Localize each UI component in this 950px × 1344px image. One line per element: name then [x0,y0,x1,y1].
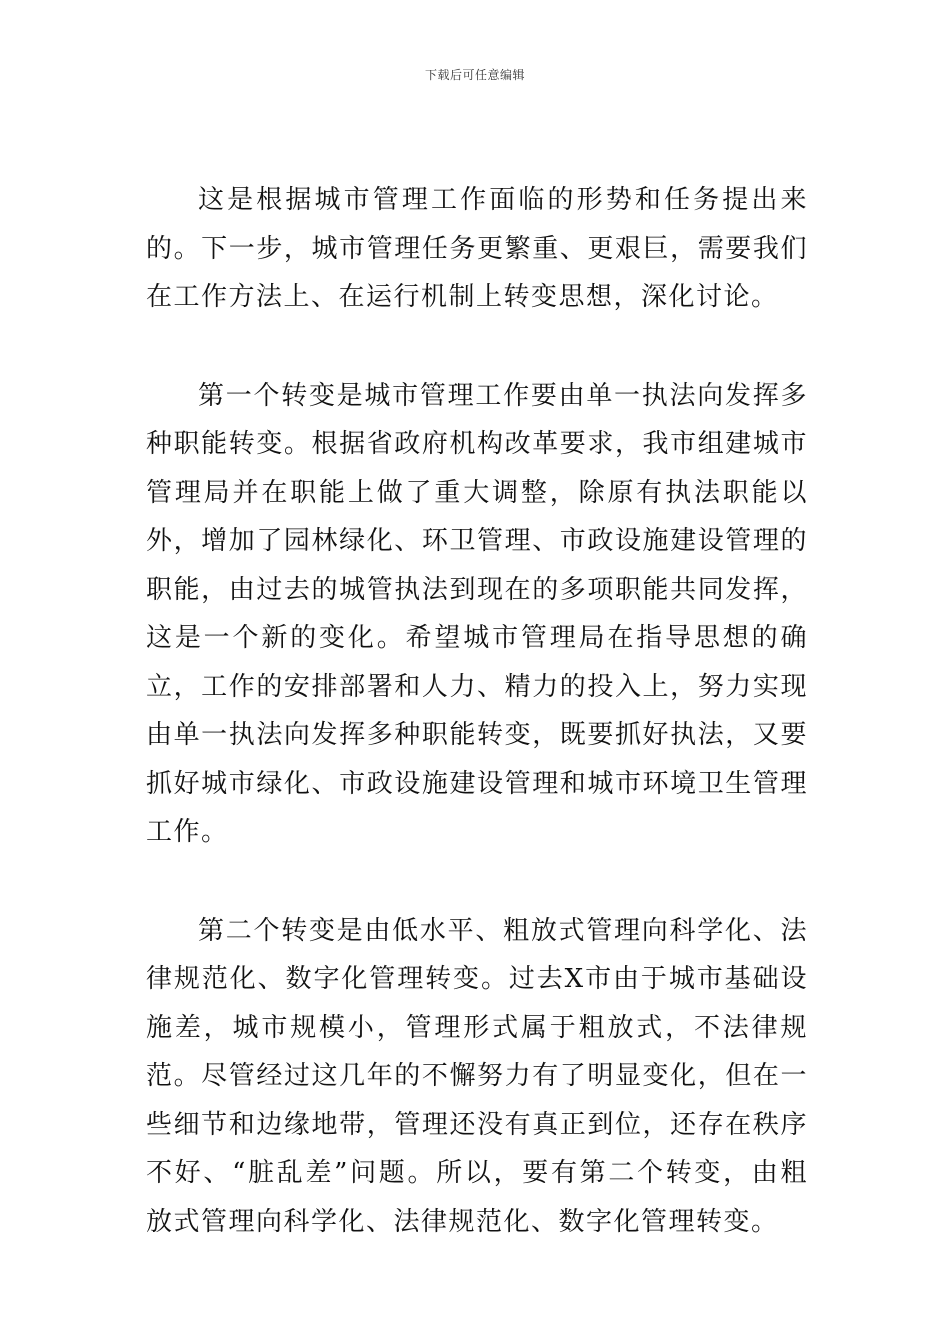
paragraph-1: 这是根据城市管理工作面临的形势和任务提出来的。下一步，城市管理任务更繁重、更艰巨，需要我们在工作方法上、在运行机制上转变思想，深化讨论。 [146,185,808,312]
document-body [146,176,808,1246]
paragraph-2: 第一个转变是城市管理工作要由单一执法向发挥多种职能转变。根据省政府机构改革要求，我市组建城市管理局并在职能上做了重大调整，除原有执法职能以外，增加了园林绿化、环卫管理、市政设施建设管理的职能，由过去的城管执法到现在的多项职能共同发挥，这是一个新的变化。希望城市管理局在指导思想的确立，工作的安排部署和人力、精力的投入上，努力实现由单一执法向发挥多种职能转变，既要抓好执法，又要抓好城市绿化、市政设施建设管理和城市环境卫生管理工作。 [146,380,808,847]
paragraph-3: 第二个转变是由低水平、粗放式管理向科学化、法律规范化、数字化管理转变。过去X市由于城市基础设施差，城市规模小，管理形式属于粗放式，不法律规范。尽管经过这几年的不懈努力有了明显变化，但在一些细节和边缘地带，管理还没有真正到位，还存在秩序不好、“脏乱差”问题。所以，要有第二个转变，由粗放式管理向科学化、法律规范化、数字化管理转变。 [146,915,808,1237]
page-header: 下载后可任意编辑 [424,68,525,82]
